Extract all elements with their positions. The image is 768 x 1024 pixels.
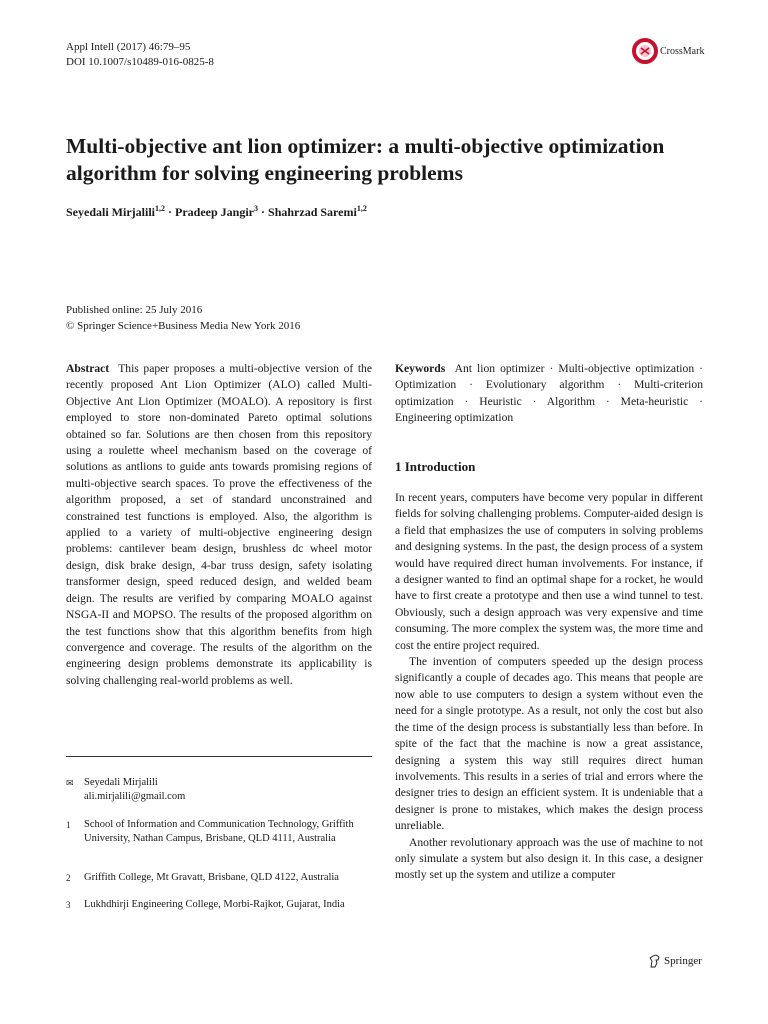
published-date: Published online: 25 July 2016 [66, 304, 203, 316]
affiliation-mark: 1 [66, 820, 71, 830]
publication-info [66, 302, 300, 334]
author-name[interactable]: Shahrzad Saremi [268, 205, 357, 219]
author-affiliation: 1,2 [356, 204, 367, 213]
paragraph: In recent years, computers have become very popular in different fields for solving challenging problems. Computer-aided design is a field that emphasizes the use of computers in solving problems and designing systems. In the past, the design process of a system would have required direct human involvements. For instance, if a designer wanted to find an optimal shape for a rocket, he would have to first create a prototype and then use a wind tunnel to test. Obviously, such a design approach was very expensive and time consuming. The more complex the system was, the more time and cost the entire project required. [395, 491, 703, 652]
copyright: © Springer Science+Business Media New York 2016 [66, 320, 301, 332]
author-affiliation: 3 [254, 204, 259, 213]
affiliation-mark: 3 [66, 900, 71, 910]
corresponding-author [66, 776, 372, 804]
crossmark-label: CrossMark [660, 45, 705, 57]
author-name[interactable]: Pradeep Jangir [175, 205, 255, 219]
section-heading-introduction: 1 Introduction [395, 459, 476, 474]
springer-horse-icon [649, 954, 661, 968]
keywords [395, 361, 703, 427]
corresponding-email[interactable]: ali.mirjalili@gmail.com [84, 791, 186, 802]
affiliation-text: Griffith College, Mt Gravatt, Brisbane, QLD 4122, Australia [84, 872, 339, 883]
crossmark-icon [632, 38, 658, 64]
keywords-heading: Keywords [395, 362, 446, 375]
author-name[interactable]: Seyedali Mirjalili [66, 205, 155, 219]
paragraph: The invention of computers speeded up the design process significantly a couple of decades ago. This means that people are now able to use computers to design a system without even the need for a single prototype. As a result, not only the cost but also the time of the design process is substantially less than before. In spite of the fact that the machine is now a great assistance, designing a system this way still requires direct human involvements. This results in a series of trial and errors where the designer tries to design an efficient system. It is undeniable that a designer is prone to mistakes, which makes the design process unreliable. [395, 655, 703, 833]
corresponding-name: Seyedali Mirjalili [84, 777, 158, 788]
author-affiliation: 1,2 [155, 204, 165, 213]
affiliation-text: Lukhdhirji Engineering College, Morbi-Rajkot, Gujarat, India [84, 899, 345, 910]
introduction-body [395, 490, 703, 884]
abstract-heading: Abstract [66, 362, 110, 375]
crossmark-badge[interactable] [632, 38, 704, 64]
journal-header [66, 40, 214, 70]
affiliation-text: School of Information and Communication Technology, Griffith University, Nathan Campus, Brisbane, QLD 4111, Australia [84, 819, 354, 844]
footnote-divider [66, 756, 372, 757]
envelope-icon: ✉ [66, 778, 74, 788]
keywords-text: Ant lion optimizer · Multi-objective optimization · Optimization · Evolutionary algorithm · Multi-criterion optimization · Heuristic · Algorithm · Meta-heuristic · Engineering optimization [395, 362, 703, 425]
affiliation [66, 818, 372, 846]
affiliation [66, 871, 372, 885]
abstract [66, 361, 372, 689]
publisher-logo [649, 954, 702, 968]
author-list: Seyedali Mirjalili$^{1,2}$ · Pradeep Jangir$^3$ · Shahrzad Saremi$^{1,2}$ [66, 204, 367, 219]
doi[interactable]: DOI 10.1007/s10489-016-0825-8 [66, 56, 214, 68]
affiliation [66, 898, 372, 912]
paragraph: Another revolutionary approach was the use of machine to not only simulate a system but also design it. In this case, a designer mostly set up the system and utilize a computer [395, 835, 703, 882]
publisher-name: Springer [664, 955, 702, 967]
affiliation-mark: 2 [66, 873, 71, 883]
journal-citation: Appl Intell (2017) 46:79–95 [66, 41, 191, 53]
article-title: Multi-objective ant lion optimizer: a multi-objective optimization algorithm for solving engineering problems [66, 134, 665, 185]
abstract-text: This paper proposes a multi-objective version of the recently proposed Ant Lion Optimizer (ALO) called Multi-Objective Ant Lion Optimizer (MOALO). A repository is first employed to store non-dominated Pareto optimal solutions obtained so far. Solutions are then chosen from this repository using a roulette wheel mechanism based on the coverage of solutions as antlions to guide ants towards promising regions of multi-objective search spaces. To prove the effectiveness of the algorithm proposed, a set of standard unconstrained and constrained test functions is employed. Also, the algorithm is applied to a variety of multi-objective engineering design problems: cantilever beam design, brushless dc wheel motor design, disk brake design, 4-bar truss design, safety isolating transformer design, speed reduced design, and welded beam deign. The results are verified by comparing MOALO against NSGA-II and MOPSO. The results of the proposed algorithm on the test functions show that this algorithm benefits from high convergence and coverage. The results of the algorithm on the engineering design problems demonstrate its applicability is solving challenging real-world problems as well. [66, 362, 372, 687]
